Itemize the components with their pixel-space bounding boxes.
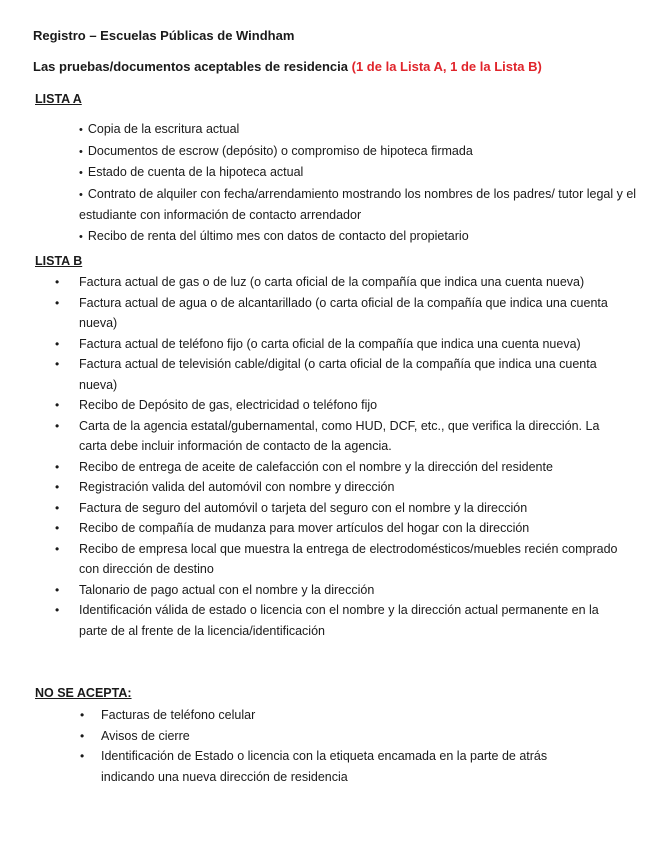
list-item: • Recibo de entrega de aceite de calefacción con el nombre y la dirección del residente xyxy=(79,457,619,478)
lista-b-heading: LISTA B xyxy=(35,254,83,268)
list-item: • Factura actual de agua o de alcantarillado (o carta oficial de la compañía que indica una cuenta nueva) xyxy=(79,293,619,334)
list-item: • Copia de la escritura actual xyxy=(79,119,639,141)
no-se-acepta-list xyxy=(101,705,601,787)
residence-proof-heading xyxy=(33,59,542,74)
lista-a-heading: LISTA A xyxy=(35,92,82,106)
list-item: • Recibo de Depósito de gas, electricidad o teléfono fijo xyxy=(79,395,619,416)
list-item: • Registración valida del automóvil con nombre y dirección xyxy=(79,477,619,498)
residence-proof-heading-text: Las pruebas/documentos aceptables de residencia xyxy=(33,59,352,74)
list-item: • Talonario de pago actual con el nombre y la dirección xyxy=(79,580,619,601)
list-item: • Factura actual de televisión cable/digital (o carta oficial de la compañía que indica una cuenta nueva) xyxy=(79,354,619,395)
list-item: • Factura de seguro del automóvil o tarjeta del seguro con el nombre y la dirección xyxy=(79,498,619,519)
list-item: • Factura actual de teléfono fijo (o carta oficial de la compañía que indica una cuenta nueva) xyxy=(79,334,619,355)
list-item: • Factura actual de gas o de luz (o carta oficial de la compañía que indica una cuenta nueva) xyxy=(79,272,619,293)
list-item: • Carta de la agencia estatal/gubernamental, como HUD, DCF, etc., que verifica la dirección. La carta debe incluir información de contacto de la agencia. xyxy=(79,416,619,457)
list-item: • Recibo de empresa local que muestra la entrega de electrodomésticos/muebles recién comprado con dirección de destino xyxy=(79,539,619,580)
list-item: • Facturas de teléfono celular xyxy=(101,705,601,726)
lista-a-list xyxy=(79,119,639,247)
list-item: • Identificación de Estado o licencia con la etiqueta encamada en la parte de atrás indicando una nueva dirección de residencia xyxy=(101,746,601,787)
list-item: • Contrato de alquiler con fecha/arrendamiento mostrando los nombres de los padres/ tutor legal y el estudiante con información de contacto arrendador xyxy=(79,184,639,226)
list-item: • Avisos de cierre xyxy=(101,726,601,747)
list-item: • Recibo de compañía de mudanza para mover artículos del hogar con la dirección xyxy=(79,518,619,539)
lista-b-list xyxy=(79,272,619,641)
list-item: • Recibo de renta del último mes con datos de contacto del propietario xyxy=(79,226,639,248)
list-item: • Documentos de escrow (depósito) o compromiso de hipoteca firmada xyxy=(79,141,639,163)
no-se-acepta-heading: NO SE ACEPTA: xyxy=(35,686,132,700)
list-item: • Identificación válida de estado o licencia con el nombre y la dirección actual permanente en la parte de al frente de la licencia/identificación xyxy=(79,600,619,641)
residence-proof-requirement: (1 de la Lista A, 1 de la Lista B) xyxy=(351,59,542,74)
list-item: • Estado de cuenta de la hipoteca actual xyxy=(79,162,639,184)
document-title: Registro – Escuelas Públicas de Windham xyxy=(33,28,295,43)
